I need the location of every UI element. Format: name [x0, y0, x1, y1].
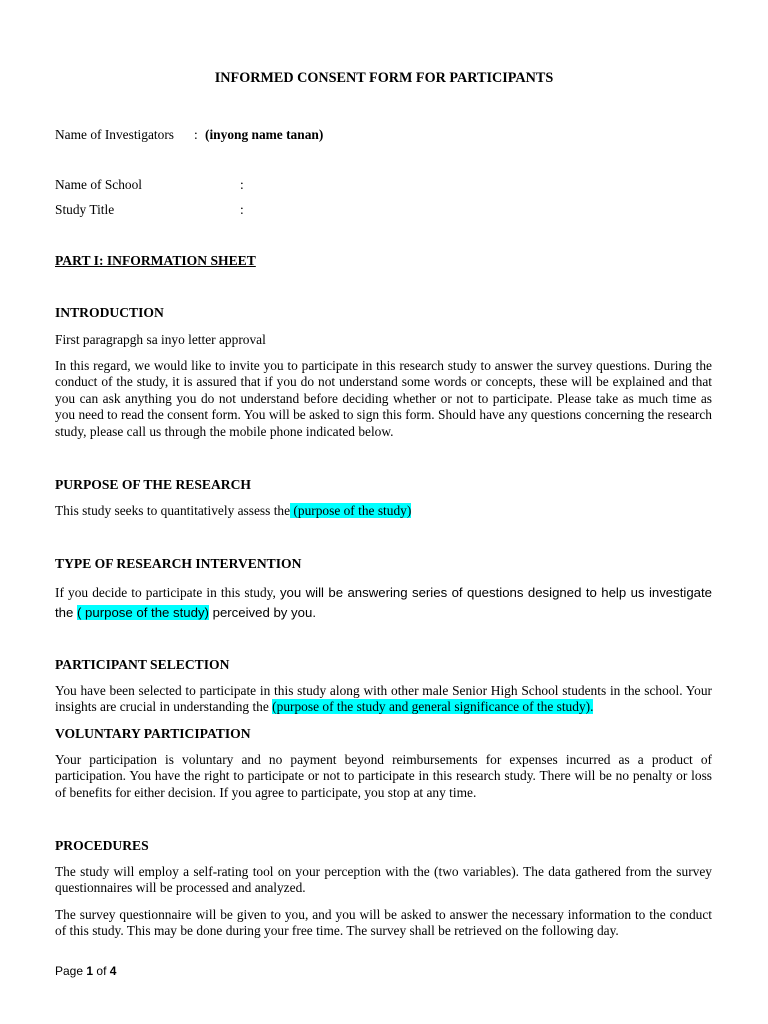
of-word: of: [96, 964, 107, 978]
form-title: INFORMED CONSENT FORM FOR PARTICIPANTS: [214, 70, 554, 86]
intervention-text-sans: you will be answering series of questions designed to help us investigate the: [55, 585, 712, 620]
investigators-value: (inyong name tanan): [205, 127, 324, 142]
total-pages: 4: [109, 964, 117, 978]
intervention-highlight: ( purpose of the study): [77, 604, 209, 620]
investigators-label: Name of Investigators: [55, 127, 174, 142]
investigators-colon: :: [194, 127, 198, 142]
purpose-highlight: (purpose of the study): [290, 503, 412, 518]
introduction-para1: First paragrapgh sa inyo letter approval: [55, 332, 266, 347]
page-number-footer: [55, 964, 116, 978]
intervention-text-after: perceived by you.: [208, 604, 316, 620]
part1-heading: PART I: INFORMATION SHEET: [55, 253, 256, 268]
school-label: Name of School: [55, 177, 143, 192]
intervention-heading: TYPE OF RESEARCH INTERVENTION: [55, 556, 302, 571]
selection-heading: PARTICIPANT SELECTION: [55, 657, 230, 672]
introduction-heading: INTRODUCTION: [55, 305, 164, 320]
study-title-colon: :: [240, 202, 244, 217]
voluntary-text: Your participation is voluntary and no payment beyond reimbursements for expenses incurred as a product of participation. You have the right to participate or not to participate in this research study. There will be no penalty or loss of benefits for either decision. If you agree to participate, you stop at any time.: [55, 752, 712, 800]
voluntary-heading: VOLUNTARY PARTICIPATION: [55, 726, 251, 741]
procedures-heading: PROCEDURES: [55, 838, 149, 853]
procedures-para2: The survey questionnaire will be given to you, and you will be asked to answer the necessary information to the conduct of this study. This may be done during your free time. The survey shall be retrieved on the following day.: [55, 907, 712, 939]
intervention-text-serif: If you decide to participate in this study,: [55, 585, 280, 600]
introduction-para2: In this regard, we would like to invite you to participate in this research study to answer the survey questions. During the conduct of the study, it is assured that if you do not understand some words or concepts, these will be explained and that you can ask anything you do not understand before deciding whether or not to participate. Please take as much time as you need to read the consent form. You will be asked to sign this form. Should have any questions concerning the research study, please call us through the mobile phone indicated below.: [55, 358, 712, 439]
purpose-text-lead: This study seeks to quantitatively assess the: [55, 503, 291, 518]
selection-highlight: (purpose of the study and general significance of the study).: [272, 699, 594, 715]
page-word: Page: [55, 964, 84, 978]
selection-text-lead: You have been selected to participate in this study along with other male Senior High School students in the school. Your insights are crucial in understanding the: [55, 683, 712, 715]
current-page: 1: [86, 964, 94, 978]
intervention-text: [55, 583, 712, 622]
procedures-para1: The study will employ a self-rating tool on your perception with the (two variables). The data gathered from the survey questionnaires will be processed and analyzed.: [55, 864, 712, 896]
purpose-text: [55, 503, 411, 519]
school-colon: :: [240, 177, 244, 192]
selection-text: [55, 683, 712, 716]
study-title-label: Study Title: [55, 202, 115, 217]
purpose-heading: PURPOSE OF THE RESEARCH: [55, 477, 252, 492]
